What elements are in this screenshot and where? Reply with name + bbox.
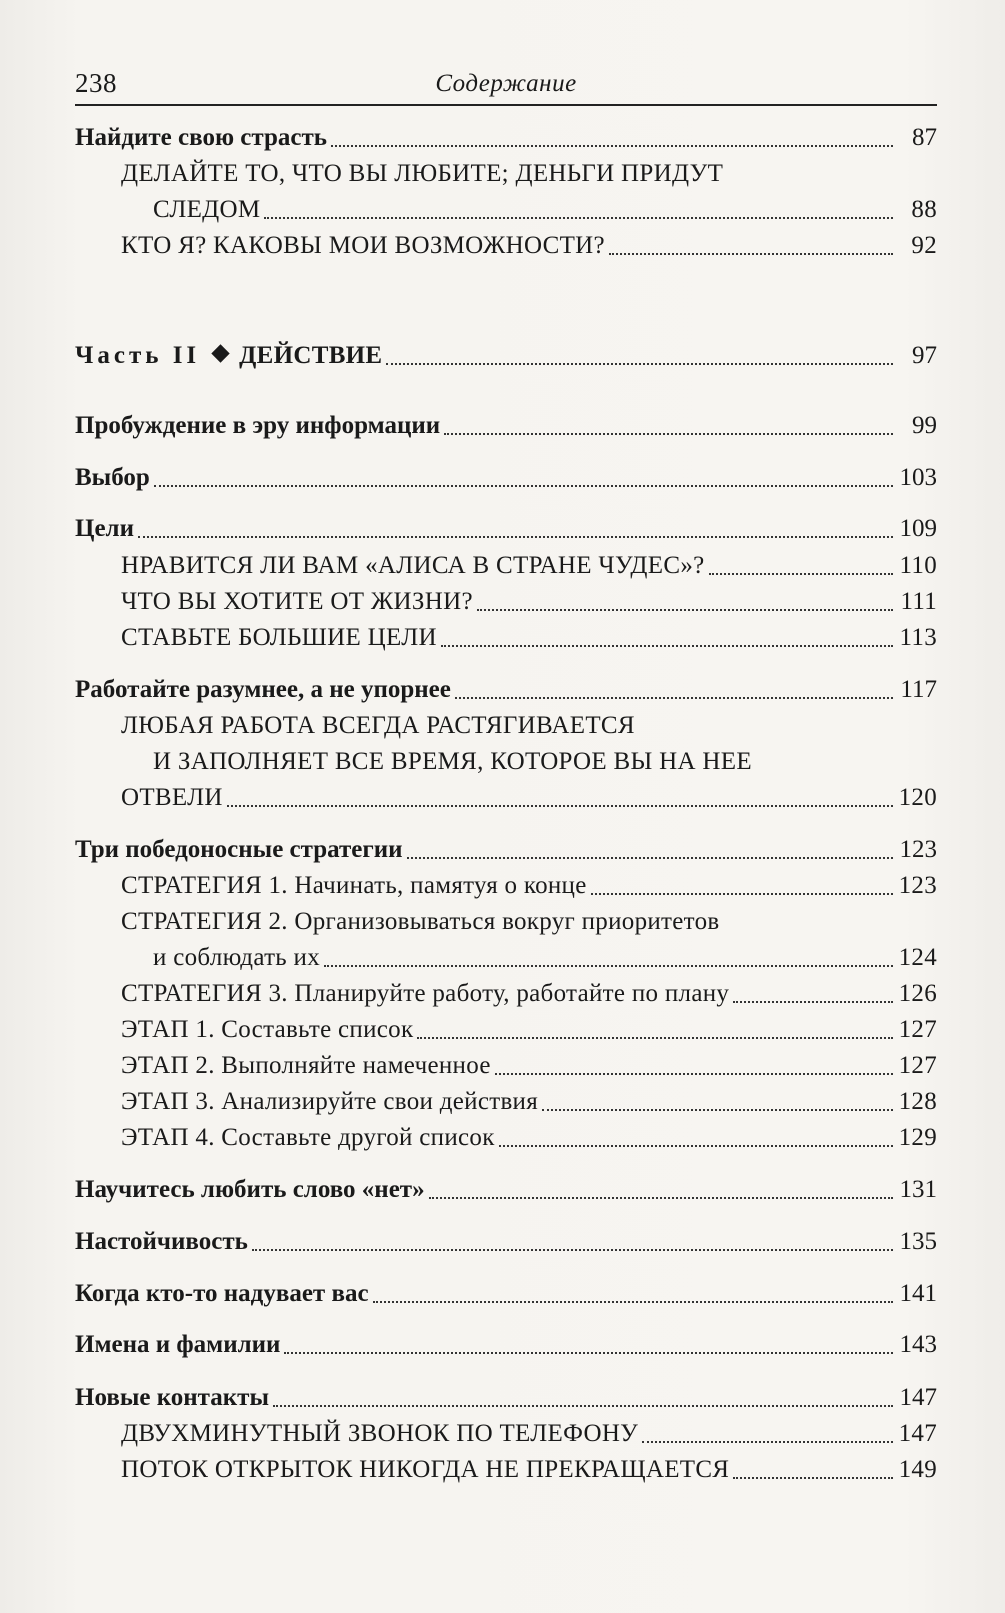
toc-entry — [75, 1277, 937, 1311]
toc-entry-title: Цели — [75, 515, 134, 542]
part-label: Часть II — [75, 342, 201, 369]
toc-entry — [75, 1328, 937, 1362]
toc-entry — [121, 869, 937, 903]
header-rule — [75, 104, 937, 106]
toc-entry-title: ЭТАП 4. Составьте другой список — [121, 1124, 495, 1151]
dot-leader — [542, 1109, 893, 1111]
dot-leader — [709, 573, 893, 575]
toc-entry-title: ЭТАП 1. Составьте список — [121, 1016, 414, 1043]
toc-entry — [121, 1013, 937, 1047]
dot-leader — [455, 697, 893, 699]
toc-entry-title: Настойчивость — [75, 1228, 248, 1255]
toc-entry — [121, 1453, 937, 1487]
toc-entry-title: Работайте разумнее, а не упорнее — [75, 676, 451, 703]
toc-entry-title: ДВУХМИНУТНЫЙ ЗВОНОК ПО ТЕЛЕФОНУ — [121, 1420, 639, 1447]
toc-entry-page: 131 — [899, 1176, 937, 1203]
toc-entry-title: НРАВИТСЯ ЛИ ВАМ «АЛИСА В СТРАНЕ ЧУДЕС»? — [121, 552, 705, 579]
dot-leader — [373, 1301, 893, 1303]
toc-entry-page: 124 — [898, 944, 937, 971]
toc-entry — [121, 549, 937, 583]
dot-leader — [733, 1001, 892, 1003]
toc-entry — [121, 1121, 937, 1155]
toc-entry-title: ЭТАП 3. Анализируйте свои действия — [121, 1088, 539, 1115]
dot-leader — [591, 893, 893, 895]
toc-entry-title: Найдите свою страсть — [75, 124, 327, 151]
toc-entry-title-line: ЛЮБАЯ РАБОТА ВСЕГДА РАСТЯГИВАЕТСЯ — [121, 712, 635, 739]
dot-leader — [386, 363, 893, 365]
toc-entry-page: 123 — [899, 836, 937, 863]
page-number: 238 — [75, 68, 117, 98]
toc-entry — [121, 977, 937, 1011]
dot-leader — [444, 433, 893, 435]
dot-leader — [642, 1441, 892, 1443]
dot-leader — [429, 1197, 893, 1199]
toc-entry-page: 97 — [912, 342, 937, 369]
toc-entry — [153, 941, 937, 975]
toc-entry-page: 127 — [898, 1016, 937, 1043]
toc-entry-page: 127 — [898, 1052, 937, 1079]
toc-entry-title: ЭТАП 2. Выполняйте намеченное — [121, 1052, 491, 1079]
dot-leader — [441, 645, 893, 647]
toc-entry-page: 88 — [911, 196, 937, 223]
toc-entry-title: Выбор — [75, 464, 150, 491]
toc-entry-title: Три победоносные стратегии — [75, 836, 403, 863]
toc-entry — [75, 409, 937, 443]
dot-leader — [499, 1145, 893, 1147]
part-title: ДЕЙСТВИЕ — [239, 342, 383, 369]
toc-entry-page: 128 — [898, 1088, 937, 1115]
toc-entry — [153, 193, 937, 227]
toc-entry-page: 143 — [899, 1331, 937, 1358]
toc-entry-page: 92 — [911, 232, 937, 259]
toc-entry — [121, 781, 937, 815]
dot-leader — [154, 485, 893, 487]
dot-leader — [284, 1352, 893, 1354]
dot-leader — [324, 965, 893, 967]
dot-leader — [273, 1405, 893, 1407]
toc-entry-title: Новые контакты — [75, 1384, 269, 1411]
toc-entry-page: 113 — [899, 624, 937, 651]
toc-part-entry — [75, 339, 937, 373]
toc-entry — [75, 461, 937, 495]
toc-entry — [121, 1085, 937, 1119]
toc-entry-title: ОТВЕЛИ — [121, 784, 223, 811]
toc-entry-title: и соблюдать их — [153, 944, 321, 971]
toc-entry-page: 99 — [912, 412, 937, 439]
toc-entry — [121, 229, 937, 263]
dot-leader — [417, 1037, 892, 1039]
toc-entry-page: 123 — [898, 872, 937, 899]
toc-entry-page: 129 — [898, 1124, 937, 1151]
toc-entry-title: СЛЕДОМ — [153, 196, 261, 223]
toc-entry-title-line: СТРАТЕГИЯ 2. Организовываться вокруг приоритетов — [121, 908, 720, 935]
toc-entry — [75, 1173, 937, 1207]
toc-entry-page: 87 — [912, 124, 937, 151]
toc-entry — [75, 833, 937, 867]
dot-leader — [495, 1073, 893, 1075]
dot-leader — [138, 536, 893, 538]
toc-entry-title: Научитесь любить слово «нет» — [75, 1176, 425, 1203]
toc-entry — [121, 1049, 937, 1083]
toc-entry — [75, 1381, 937, 1415]
toc-entry — [75, 1225, 937, 1259]
toc-entry-title-line: ДЕЛАЙТЕ ТО, ЧТО ВЫ ЛЮБИТЕ; ДЕНЬГИ ПРИДУТ — [121, 160, 724, 187]
toc-entry-page: 141 — [899, 1280, 937, 1307]
dot-leader — [609, 253, 893, 255]
toc-entry-title: Когда кто-то надувает вас — [75, 1280, 369, 1307]
running-title: Содержание — [435, 70, 577, 97]
toc-entry-title: СТРАТЕГИЯ 1. Начинать, памятуя о конце — [121, 872, 587, 899]
toc-entry-page: 126 — [898, 980, 937, 1007]
toc-entry-title: СТАВЬТЕ БОЛЬШИЕ ЦЕЛИ — [121, 624, 437, 651]
dot-leader — [407, 857, 893, 859]
toc-entry-page: 147 — [898, 1420, 937, 1447]
dot-leader — [331, 145, 893, 147]
dot-leader — [477, 609, 893, 611]
toc-entry-page: 149 — [898, 1456, 937, 1483]
toc-entry-page: 135 — [899, 1228, 937, 1255]
toc-entry-title: ПОТОК ОТКРЫТОК НИКОГДА НЕ ПРЕКРАЩАЕТСЯ — [121, 1456, 730, 1483]
toc-entry-page: 109 — [899, 515, 937, 542]
toc-entry-page: 147 — [899, 1384, 937, 1411]
diamond-ornament-icon — [211, 344, 229, 362]
toc-entry-page: 111 — [900, 588, 937, 615]
toc-entry-title: Пробуждение в эру информации — [75, 412, 441, 439]
toc-entry-title: СТРАТЕГИЯ 3. Планируйте работу, работайте по плану — [121, 980, 730, 1007]
toc-entry — [121, 621, 937, 655]
dot-leader — [227, 805, 893, 807]
toc-entry — [75, 512, 937, 546]
toc-entry — [75, 121, 937, 155]
toc-entry-page: 117 — [900, 676, 937, 703]
toc-entry-title-line: И ЗАПОЛНЯЕТ ВСЕ ВРЕМЯ, КОТОРОЕ ВЫ НА НЕЕ — [153, 748, 752, 775]
toc-entry-title: ЧТО ВЫ ХОТИТЕ ОТ ЖИЗНИ? — [121, 588, 473, 615]
toc-entry — [75, 673, 937, 707]
toc-entry-page: 120 — [898, 784, 937, 811]
page-header — [75, 64, 937, 104]
toc-entry-title: КТО Я? КАКОВЫ МОИ ВОЗМОЖНОСТИ? — [121, 232, 605, 259]
toc-entry-page: 110 — [899, 552, 937, 579]
toc-entry — [121, 1417, 937, 1451]
toc-entry-title: Имена и фамилии — [75, 1331, 281, 1358]
toc-entry-page: 103 — [899, 464, 937, 491]
dot-leader — [252, 1249, 893, 1251]
dot-leader — [733, 1477, 892, 1479]
toc-entry — [121, 585, 937, 619]
dot-leader — [264, 217, 893, 219]
